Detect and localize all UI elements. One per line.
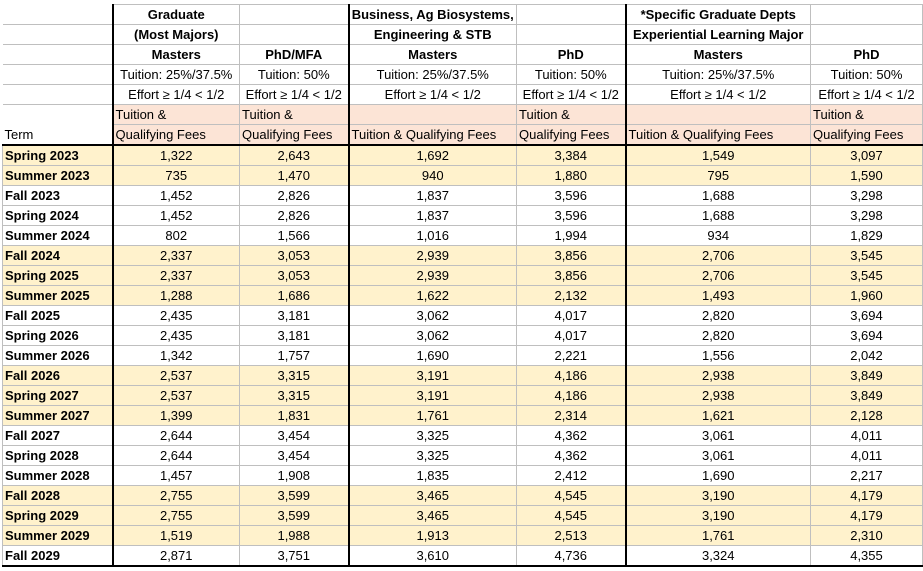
col-degree: PhD: [517, 45, 626, 65]
value-cell: 1,988: [240, 526, 349, 546]
term-cell: Spring 2025: [3, 266, 113, 286]
value-cell: 3,053: [240, 266, 349, 286]
group-business-line2: Engineering & STB: [349, 25, 517, 45]
value-cell: 3,315: [240, 386, 349, 406]
value-cell: 4,017: [517, 306, 626, 326]
value-cell: 3,298: [811, 186, 923, 206]
value-cell: 4,186: [517, 366, 626, 386]
col-effort: Effort ≥ 1/4 < 1/2: [240, 85, 349, 105]
value-cell: 1,692: [349, 145, 517, 166]
value-cell: 4,017: [517, 326, 626, 346]
table-row: [3, 266, 923, 286]
value-cell: 3,324: [626, 546, 811, 567]
value-cell: 1,960: [811, 286, 923, 306]
value-cell: 2,755: [113, 506, 240, 526]
value-cell: 3,856: [517, 246, 626, 266]
value-cell: 2,132: [517, 286, 626, 306]
value-cell: 940: [349, 166, 517, 186]
table-row: [3, 366, 923, 386]
col-effort: Effort ≥ 1/4 < 1/2: [113, 85, 240, 105]
col-fees-line1: Tuition &: [517, 105, 626, 125]
value-cell: 1,457: [113, 466, 240, 486]
col-degree: Masters: [626, 45, 811, 65]
value-cell: 4,011: [811, 426, 923, 446]
value-cell: 2,537: [113, 386, 240, 406]
term-cell: Summer 2027: [3, 406, 113, 426]
term-cell: Summer 2025: [3, 286, 113, 306]
table-row: [3, 306, 923, 326]
term-cell: Summer 2024: [3, 226, 113, 246]
value-cell: 1,880: [517, 166, 626, 186]
value-cell: 1,908: [240, 466, 349, 486]
value-cell: 1,837: [349, 186, 517, 206]
value-cell: 3,545: [811, 266, 923, 286]
value-cell: 1,470: [240, 166, 349, 186]
table-row: [3, 346, 923, 366]
value-cell: 2,513: [517, 526, 626, 546]
term-cell: Summer 2029: [3, 526, 113, 546]
value-cell: 2,337: [113, 266, 240, 286]
value-cell: 1,690: [349, 346, 517, 366]
value-cell: 2,938: [626, 386, 811, 406]
value-cell: 3,384: [517, 145, 626, 166]
value-cell: 3,849: [811, 386, 923, 406]
table-row: [3, 506, 923, 526]
value-cell: 1,452: [113, 186, 240, 206]
col-tuition: Tuition: 50%: [517, 65, 626, 85]
col-effort: Effort ≥ 1/4 < 1/2: [626, 85, 811, 105]
header-rows: [3, 5, 923, 146]
table-row: [3, 145, 923, 166]
col-fees-line2: Qualifying Fees: [811, 125, 923, 146]
group-spacer: [517, 25, 626, 45]
group-spacer: [811, 25, 923, 45]
table-row: [3, 546, 923, 567]
value-cell: 3,454: [240, 426, 349, 446]
value-cell: 802: [113, 226, 240, 246]
value-cell: 4,736: [517, 546, 626, 567]
value-cell: 1,566: [240, 226, 349, 246]
value-cell: 4,179: [811, 506, 923, 526]
value-cell: 3,599: [240, 486, 349, 506]
corner-cell: [3, 85, 113, 105]
value-cell: 2,820: [626, 326, 811, 346]
col-tuition: Tuition: 25%/37.5%: [626, 65, 811, 85]
value-cell: 1,829: [811, 226, 923, 246]
value-cell: 2,939: [349, 266, 517, 286]
value-cell: 1,322: [113, 145, 240, 166]
value-cell: 1,549: [626, 145, 811, 166]
value-cell: 1,690: [626, 466, 811, 486]
value-cell: 2,706: [626, 266, 811, 286]
value-cell: 2,314: [517, 406, 626, 426]
value-cell: 1,556: [626, 346, 811, 366]
table-row: [3, 446, 923, 466]
value-cell: 1,913: [349, 526, 517, 546]
value-cell: 2,871: [113, 546, 240, 567]
col-effort: Effort ≥ 1/4 < 1/2: [349, 85, 517, 105]
value-cell: 3,181: [240, 306, 349, 326]
term-cell: Fall 2024: [3, 246, 113, 266]
value-cell: 1,688: [626, 186, 811, 206]
value-cell: 1,399: [113, 406, 240, 426]
term-cell: Fall 2029: [3, 546, 113, 567]
term-cell: Spring 2023: [3, 145, 113, 166]
corner-cell: [3, 25, 113, 45]
tuition-fees-table: [2, 4, 923, 567]
value-cell: 4,179: [811, 486, 923, 506]
col-fees-line2: Qualifying Fees: [113, 125, 240, 146]
value-cell: 1,837: [349, 206, 517, 226]
col-fees-line2: Qualifying Fees: [517, 125, 626, 146]
value-cell: 3,751: [240, 546, 349, 567]
term-cell: Summer 2026: [3, 346, 113, 366]
value-cell: 3,061: [626, 426, 811, 446]
value-cell: 2,938: [626, 366, 811, 386]
value-cell: 2,128: [811, 406, 923, 426]
group-specific-line1: *Specific Graduate Depts: [626, 5, 811, 25]
value-cell: 2,644: [113, 426, 240, 446]
table-row: [3, 486, 923, 506]
col-effort: Effort ≥ 1/4 < 1/2: [517, 85, 626, 105]
value-cell: 4,545: [517, 486, 626, 506]
value-cell: 1,688: [626, 206, 811, 226]
value-cell: 3,181: [240, 326, 349, 346]
value-cell: 1,835: [349, 466, 517, 486]
value-cell: 3,596: [517, 186, 626, 206]
group-spacer: [517, 5, 626, 25]
col-fees-line1: Tuition &: [113, 105, 240, 125]
col-fees-line1: [626, 105, 811, 125]
value-cell: 1,342: [113, 346, 240, 366]
col-degree: Masters: [349, 45, 517, 65]
value-cell: 3,465: [349, 506, 517, 526]
value-cell: 4,545: [517, 506, 626, 526]
value-cell: 3,599: [240, 506, 349, 526]
table-row: [3, 206, 923, 226]
value-cell: 3,856: [517, 266, 626, 286]
table-row: [3, 246, 923, 266]
value-cell: 795: [626, 166, 811, 186]
value-cell: 1,761: [349, 406, 517, 426]
group-specific-line2: Experiential Learning Major: [626, 25, 811, 45]
value-cell: 1,621: [626, 406, 811, 426]
value-cell: 3,190: [626, 506, 811, 526]
value-cell: 1,761: [626, 526, 811, 546]
table-row: [3, 186, 923, 206]
corner-cell: [3, 45, 113, 65]
value-cell: 3,190: [626, 486, 811, 506]
value-cell: 2,537: [113, 366, 240, 386]
table-row: [3, 466, 923, 486]
value-cell: 2,337: [113, 246, 240, 266]
value-cell: 4,362: [517, 446, 626, 466]
col-fees-line2: Qualifying Fees: [240, 125, 349, 146]
table-row: [3, 386, 923, 406]
value-cell: 2,435: [113, 306, 240, 326]
term-cell: Spring 2028: [3, 446, 113, 466]
value-cell: 1,831: [240, 406, 349, 426]
value-cell: 1,452: [113, 206, 240, 226]
term-cell: Summer 2028: [3, 466, 113, 486]
value-cell: 2,412: [517, 466, 626, 486]
group-graduate-line2: (Most Majors): [113, 25, 240, 45]
value-cell: 2,042: [811, 346, 923, 366]
col-degree: PhD: [811, 45, 923, 65]
col-fees-line1: Tuition &: [240, 105, 349, 125]
group-spacer: [240, 25, 349, 45]
term-cell: Fall 2025: [3, 306, 113, 326]
value-cell: 2,755: [113, 486, 240, 506]
col-tuition: Tuition: 50%: [811, 65, 923, 85]
col-effort: Effort ≥ 1/4 < 1/2: [811, 85, 923, 105]
term-cell: Spring 2026: [3, 326, 113, 346]
value-cell: 3,545: [811, 246, 923, 266]
value-cell: 2,939: [349, 246, 517, 266]
value-cell: 2,706: [626, 246, 811, 266]
data-rows: [3, 145, 923, 566]
col-tuition: Tuition: 25%/37.5%: [113, 65, 240, 85]
term-cell: Spring 2029: [3, 506, 113, 526]
value-cell: 2,820: [626, 306, 811, 326]
value-cell: 3,315: [240, 366, 349, 386]
table-row: [3, 226, 923, 246]
term-cell: Spring 2024: [3, 206, 113, 226]
value-cell: 2,643: [240, 145, 349, 166]
col-degree: Masters: [113, 45, 240, 65]
corner-cell: [3, 5, 113, 25]
col-fees-line1: Tuition &: [811, 105, 923, 125]
value-cell: 3,325: [349, 446, 517, 466]
value-cell: 3,061: [626, 446, 811, 466]
value-cell: 2,310: [811, 526, 923, 546]
term-cell: Spring 2027: [3, 386, 113, 406]
group-spacer: [240, 5, 349, 25]
group-spacer: [811, 5, 923, 25]
value-cell: 3,097: [811, 145, 923, 166]
value-cell: 1,757: [240, 346, 349, 366]
col-fees-line2: Tuition & Qualifying Fees: [349, 125, 517, 146]
value-cell: 3,191: [349, 366, 517, 386]
table-row: [3, 526, 923, 546]
value-cell: 4,186: [517, 386, 626, 406]
col-fees-line2: Tuition & Qualifying Fees: [626, 125, 811, 146]
value-cell: 3,298: [811, 206, 923, 226]
value-cell: 2,217: [811, 466, 923, 486]
value-cell: 3,053: [240, 246, 349, 266]
group-graduate-line1: Graduate: [113, 5, 240, 25]
col-fees-line1: [349, 105, 517, 125]
value-cell: 3,062: [349, 306, 517, 326]
term-cell: Fall 2028: [3, 486, 113, 506]
value-cell: 4,362: [517, 426, 626, 446]
value-cell: 3,694: [811, 326, 923, 346]
value-cell: 1,493: [626, 286, 811, 306]
value-cell: 3,694: [811, 306, 923, 326]
term-cell: Fall 2023: [3, 186, 113, 206]
value-cell: 1,016: [349, 226, 517, 246]
value-cell: 3,610: [349, 546, 517, 567]
col-degree: PhD/MFA: [240, 45, 349, 65]
value-cell: 2,644: [113, 446, 240, 466]
term-cell: Fall 2027: [3, 426, 113, 446]
term-header: Term: [3, 125, 113, 146]
value-cell: 3,454: [240, 446, 349, 466]
value-cell: 1,686: [240, 286, 349, 306]
corner-cell: [3, 105, 113, 125]
value-cell: 3,191: [349, 386, 517, 406]
value-cell: 1,288: [113, 286, 240, 306]
value-cell: 1,519: [113, 526, 240, 546]
table-row: [3, 326, 923, 346]
value-cell: 4,011: [811, 446, 923, 466]
term-cell: Summer 2023: [3, 166, 113, 186]
value-cell: 4,355: [811, 546, 923, 567]
value-cell: 2,826: [240, 206, 349, 226]
value-cell: 3,596: [517, 206, 626, 226]
table-row: [3, 166, 923, 186]
value-cell: 3,062: [349, 326, 517, 346]
value-cell: 3,849: [811, 366, 923, 386]
value-cell: 1,994: [517, 226, 626, 246]
table-row: [3, 286, 923, 306]
corner-cell: [3, 65, 113, 85]
col-tuition: Tuition: 25%/37.5%: [349, 65, 517, 85]
group-business-line1: Business, Ag Biosystems,: [349, 5, 517, 25]
table-row: [3, 406, 923, 426]
value-cell: 1,590: [811, 166, 923, 186]
value-cell: 735: [113, 166, 240, 186]
col-tuition: Tuition: 50%: [240, 65, 349, 85]
value-cell: 3,325: [349, 426, 517, 446]
value-cell: 2,221: [517, 346, 626, 366]
value-cell: 3,465: [349, 486, 517, 506]
value-cell: 2,826: [240, 186, 349, 206]
value-cell: 1,622: [349, 286, 517, 306]
value-cell: 934: [626, 226, 811, 246]
table-row: [3, 426, 923, 446]
value-cell: 2,435: [113, 326, 240, 346]
term-cell: Fall 2026: [3, 366, 113, 386]
